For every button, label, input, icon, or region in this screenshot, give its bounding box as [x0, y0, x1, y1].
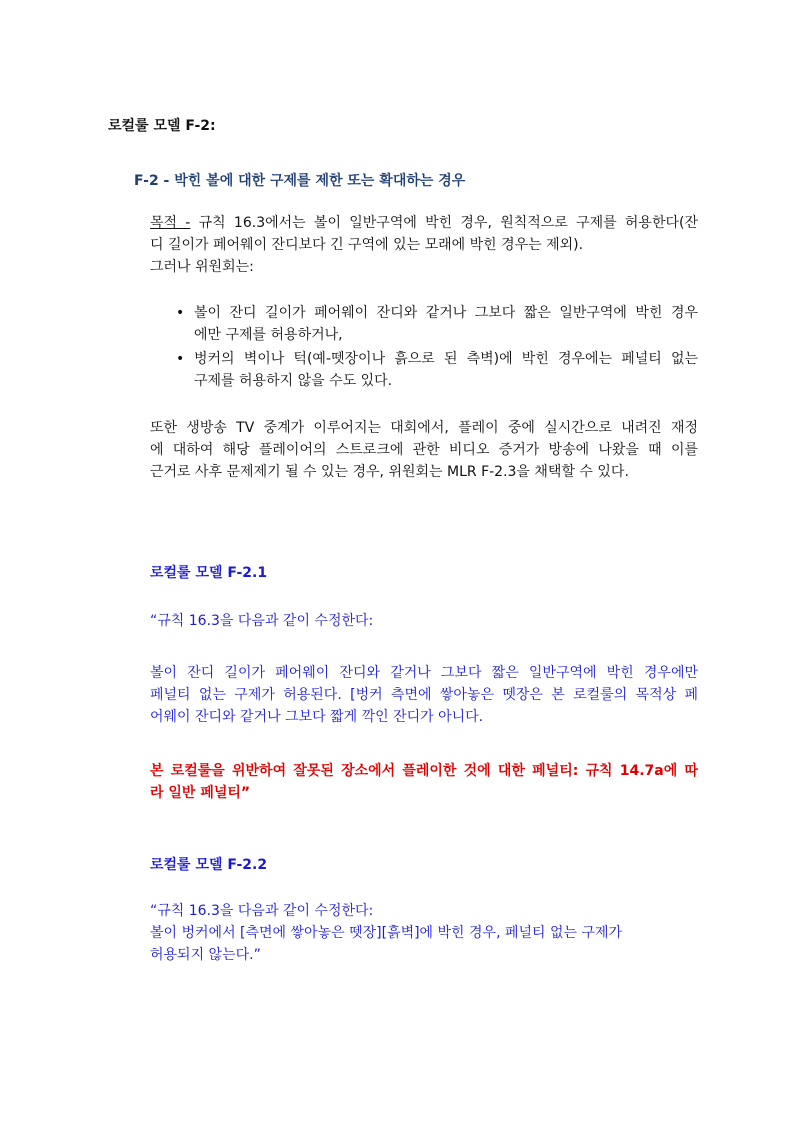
bullet-item-1: • 볼이 잔디 길이가 페어웨이 잔디와 같거나 그보다 짧은 일반구역에 박힌 경우 에만 구제를 허용하거나,	[176, 302, 698, 346]
model-f22-heading: 로컬룰 모델 F-2.2	[150, 857, 268, 873]
page-title: 로컬룰 모델 F-2:	[108, 118, 216, 134]
model-f21-body: 볼이 잔디 길이가 페어웨이 잔디와 같거나 그보다 짧은 일반구역에 박힌 경우에만 페널티 없는 구제가 허용된다. [벙커 측면에 쌓아놓은 뗏장은 본 로컬룰의 목적상 페 어웨이 잔디와 같거나 그보다 짧게 깍인 잔디가 아니다.	[150, 665, 698, 725]
bullet-item-2: • 벙커의 벽이나 턱(예-뗏장이나 흙으로 된 측벽)에 박힌 경우에는 페널티 없는 구제를 허용하지 않을 수도 있다.	[176, 348, 698, 392]
purpose-line-2: 디 길이가 페어웨이 잔디보다 긴 구역에 있는 모래에 박힌 경우는 제외).	[150, 237, 584, 253]
purpose-paragraph	[150, 212, 698, 278]
model-f21-penalty: 본 로컬룰을 위반하여 잘못된 장소에서 플레이한 것에 대한 페널티: 규칙 14.7a에 따 라 일반 페널티”	[150, 763, 698, 801]
bullet-dot-icon: •	[176, 305, 185, 321]
model-f21-heading: 로컬룰 모델 F-2.1	[150, 565, 268, 581]
purpose-line-3: 그러나 위원회는:	[150, 259, 254, 275]
purpose-label: 목적 -	[150, 215, 191, 231]
tv-paragraph: 또한 생방송 TV 중계가 이루어지는 대회에서, 플레이 중에 실시간으로 내려진 재정 에 대하여 해당 플레이어의 스트로크에 관한 비디오 증거가 방송에 나왔을 때 이를 근거로 사후 문제제기 될 수 있는 경우, 위원회는 MLR F-2.3을 채택할 수 있다.	[150, 420, 698, 480]
model-f21-intro: “규칙 16.3을 다음과 같이 수정한다:	[150, 613, 374, 629]
purpose-line-1: 목적 - 규칙 16.3에서는 볼이 일반구역에 박힌 경우, 원칙적으로 구제를 허용한다(잔	[150, 215, 698, 231]
section-heading: F-2 - 박힌 볼에 대한 구제를 제한 또는 확대하는 경우	[134, 173, 466, 189]
model-f22-body: “규칙 16.3을 다음과 같이 수정한다: 볼이 벙커에서 [측면에 쌓아놓은 뗏장][흙벽]에 박힌 경우, 페널티 없는 구제가 허용되지 않는다.”	[150, 903, 623, 963]
bullet-dot-icon: •	[176, 351, 185, 367]
